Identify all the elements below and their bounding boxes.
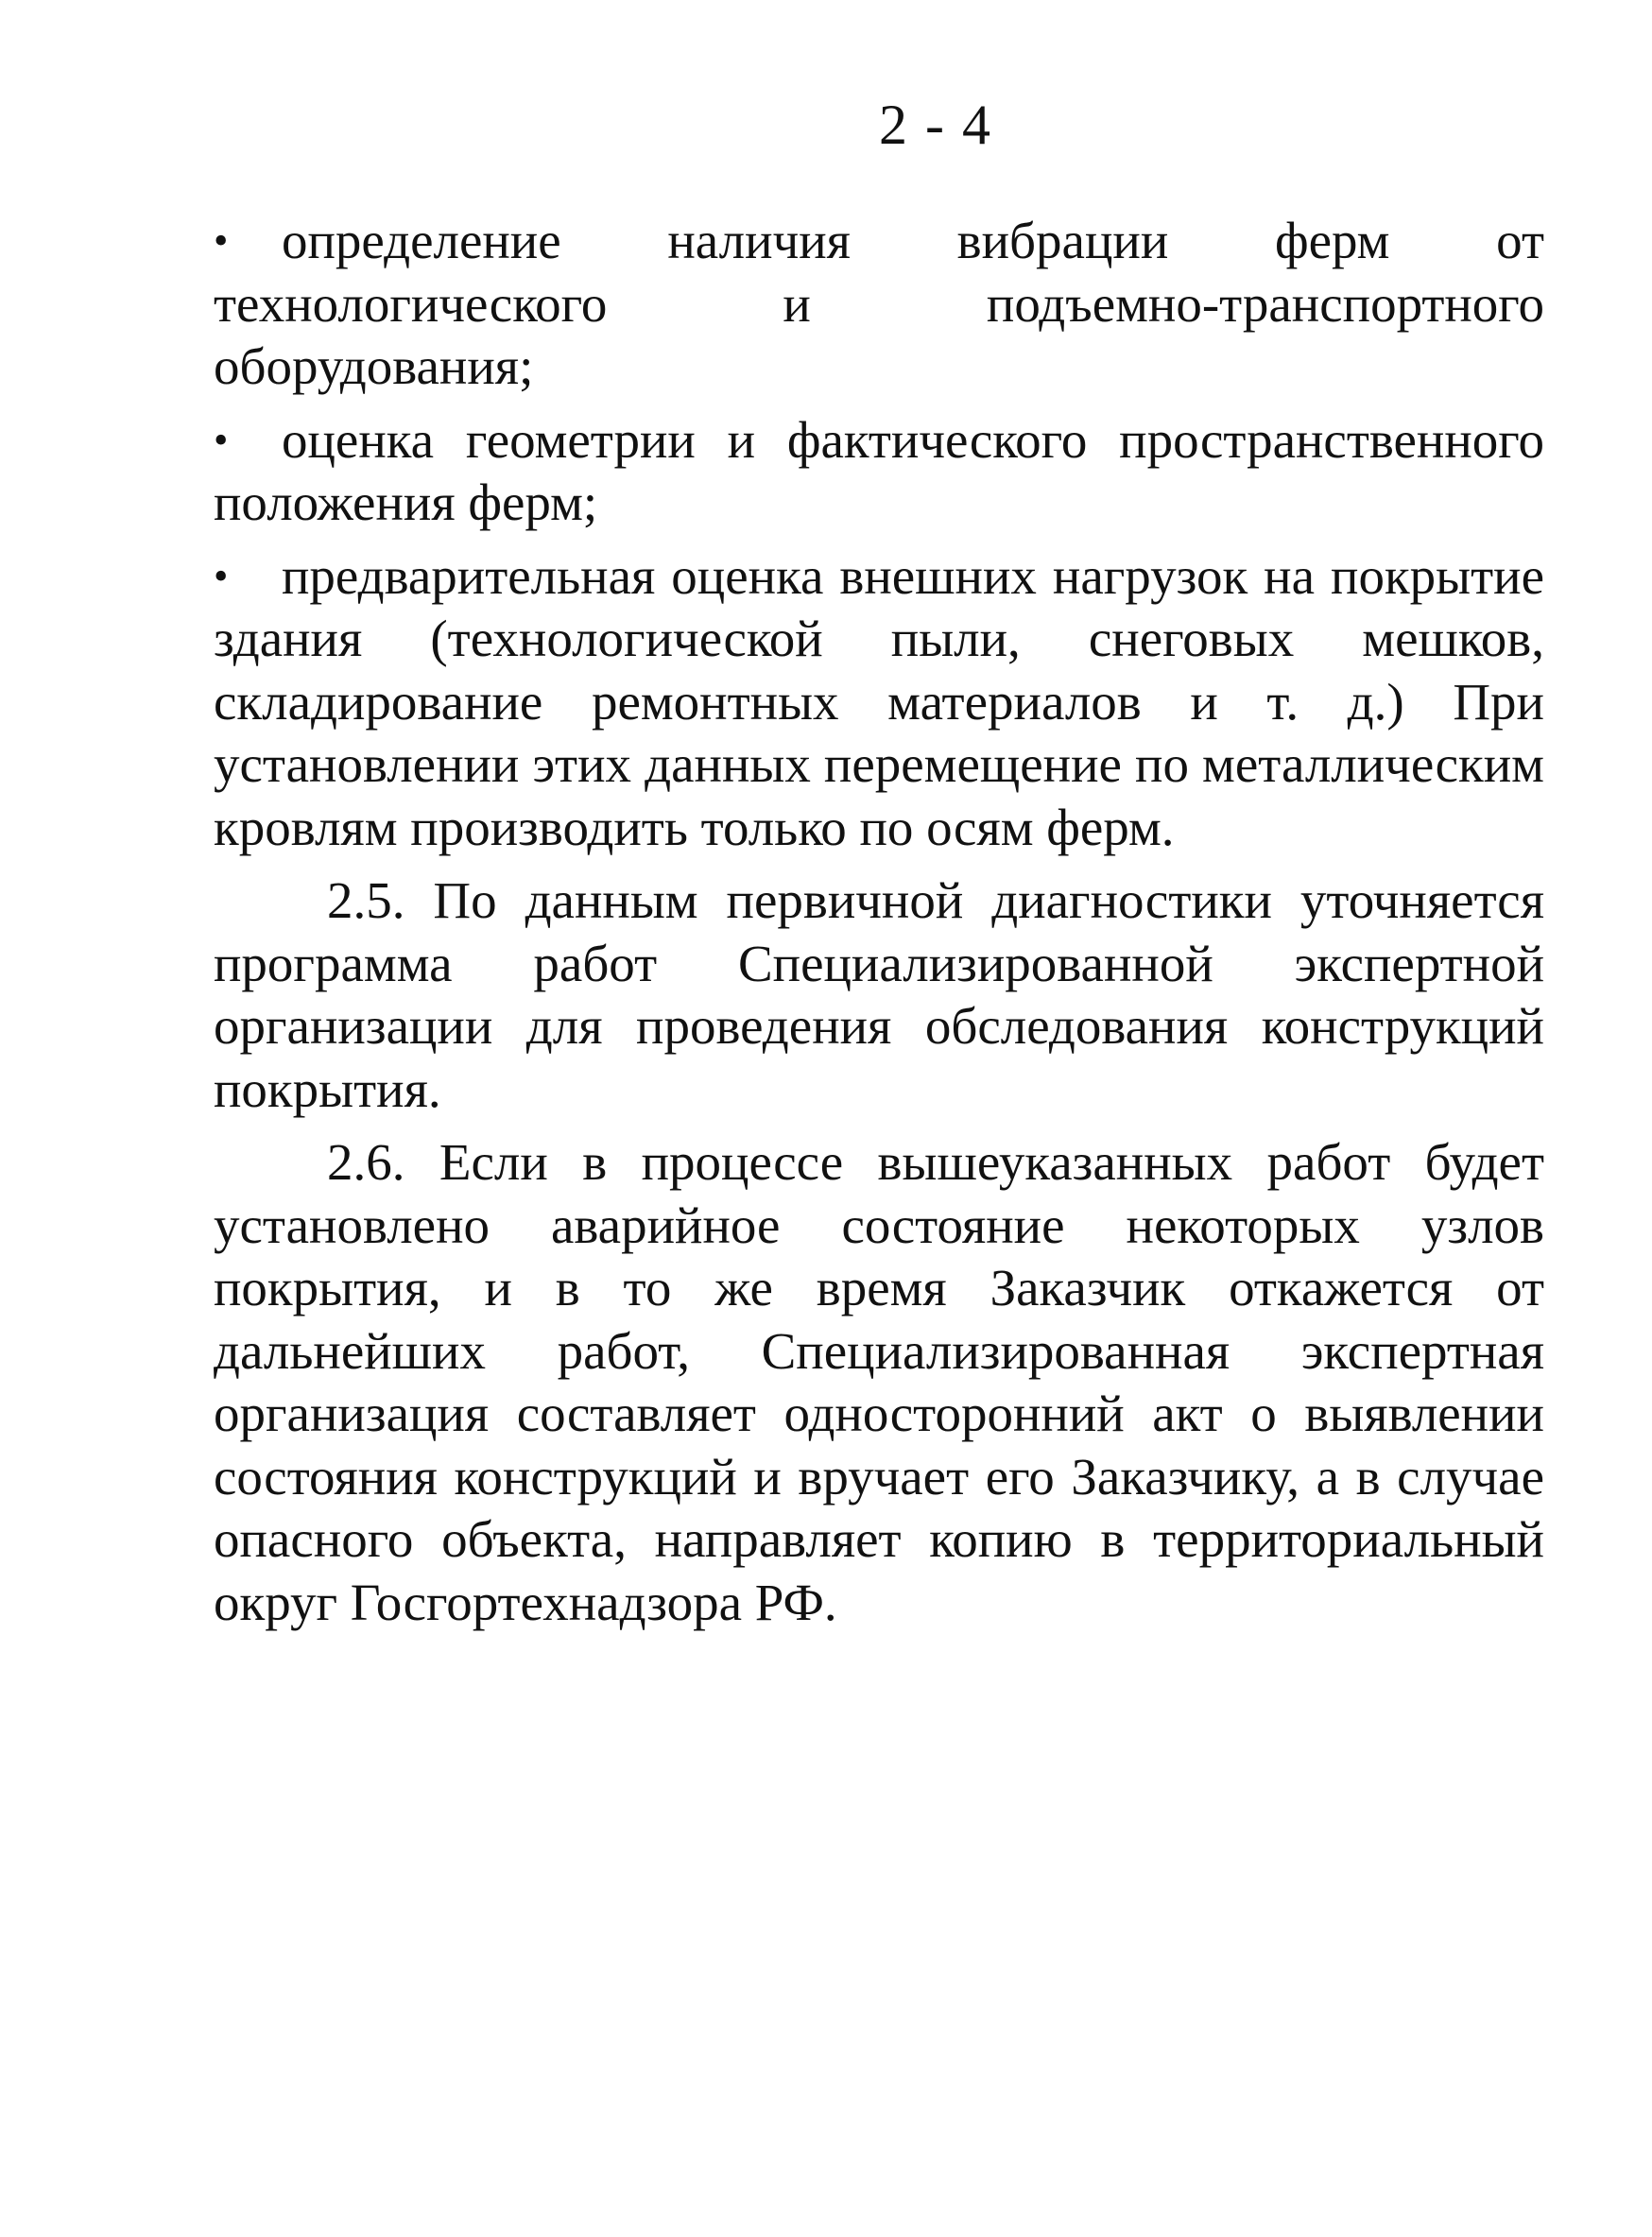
bullet-item-geometry: [214, 409, 1544, 535]
bullet-text: оценка геометрии и фактического пространственного положения ферм;: [214, 410, 1544, 531]
bullet-marker: •: [214, 217, 229, 264]
bullet-item-vibration: [214, 210, 1544, 399]
bullet-marker: •: [214, 552, 229, 599]
bullet-marker: •: [214, 416, 229, 463]
bullet-text: предварительная оценка внешних нагрузок на покрытие здания (технологической пыли, снеговых мешков, складирование ремонтных материалов и т. д.) При установлении этих данных перемещение по металлическим кровлям производить только по осям ферм.: [214, 546, 1544, 856]
paragraph-2-6: 2.6. Если в процессе вышеуказанных работ будет установлено аварийное состояние некоторых узлов покрытия, и в то же время Заказчик откажется от дальнейших работ, Специализированная экспертная организация составляет односторонний акт о выявлении состояния конструкций и вручает его Заказчику, а в случае опасного объекта, направляет копию в территориальный округ Госгортехнадзора РФ.: [214, 1133, 1544, 1631]
document-body: [214, 210, 1544, 1644]
bullet-item-loads: [214, 545, 1544, 860]
bullet-text: определение наличия вибрации ферм от технологического и подъемно-транспортного оборудования;: [214, 212, 1544, 395]
paragraph-2-5: 2.5. По данным первичной диагностики уточняется программа работ Специализированной экспертной организации для проведения обследования конструкций покрытия.: [214, 871, 1544, 1118]
page-number: 2 - 4: [879, 94, 992, 156]
